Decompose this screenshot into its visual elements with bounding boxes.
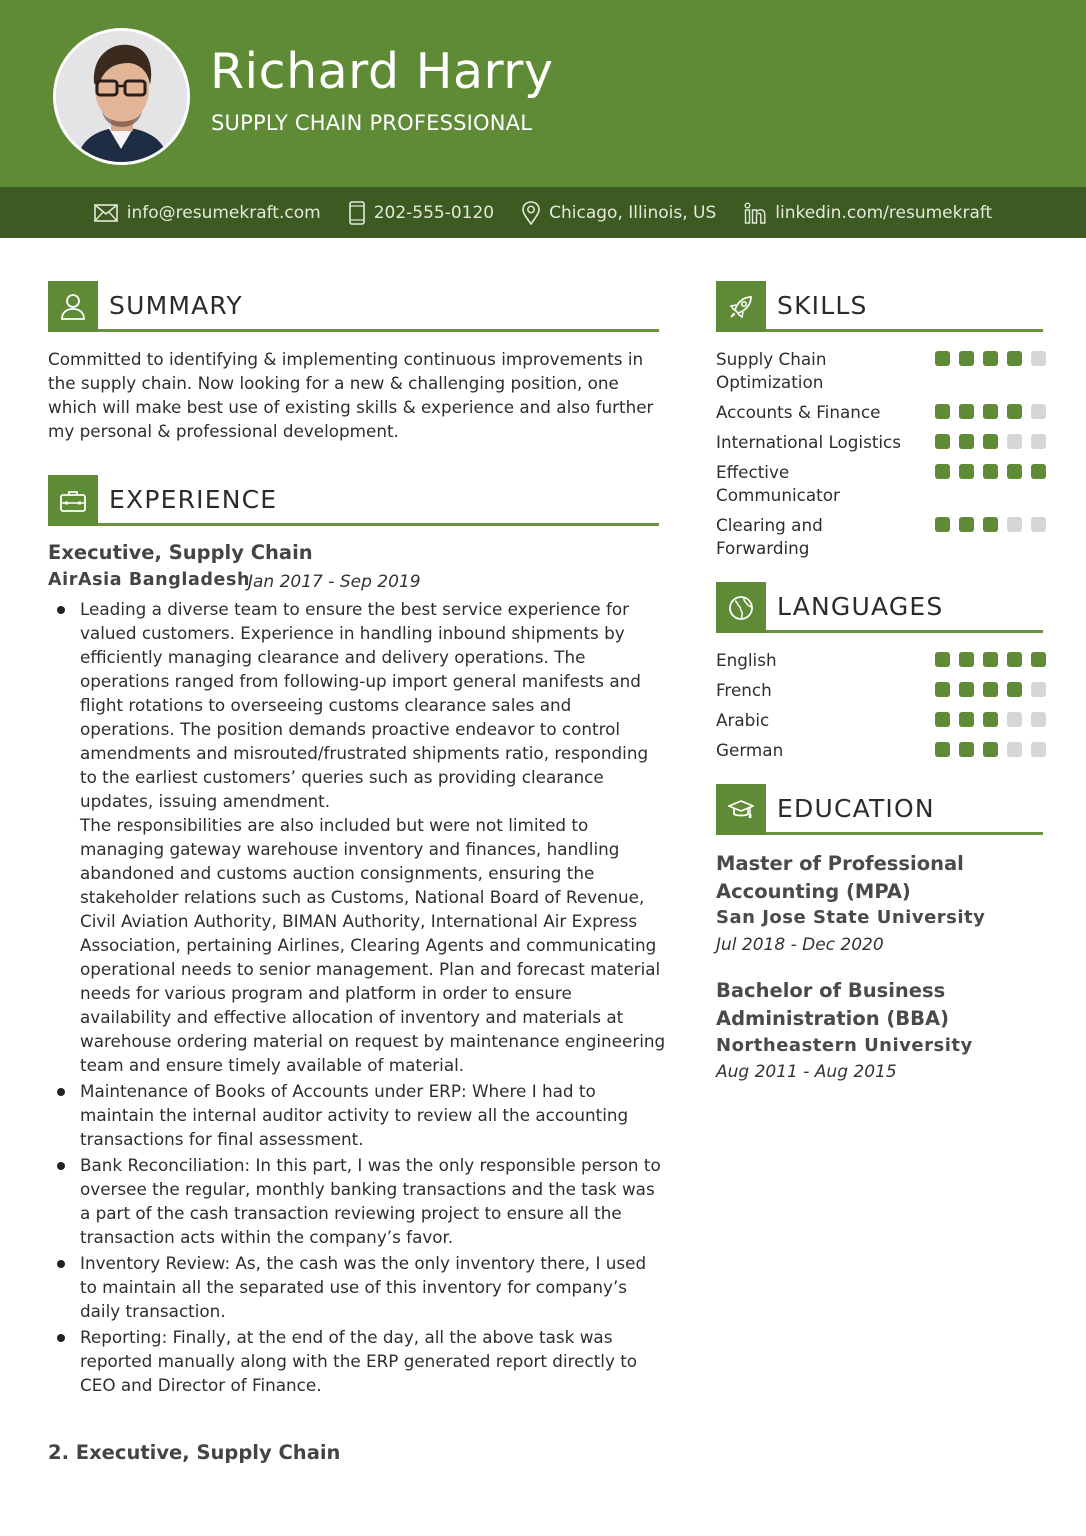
contact-email[interactable]	[94, 203, 321, 223]
skill-label: Supply Chain Optimization	[716, 349, 827, 392]
skill-rating	[935, 461, 1046, 507]
location-text: Chicago, Illinois, US	[549, 202, 717, 223]
job-dates: Jan 2017 - Sep 2019	[248, 572, 421, 592]
responsibility-text: Inventory Review: As, the cash was the only inventory there, I used to maintain all the separated use of this inventory for company’s daily transaction.	[80, 1253, 647, 1321]
language-row	[716, 679, 1046, 702]
skill-label: Clearing and Forwarding	[716, 515, 823, 558]
responsibility-text: Bank Reconciliation: In this part, I was the only responsible person to oversee the regular, monthly banking transactions and the task was a part of the cash transaction reviewing project to ensure all the transaction acts within the company’s favor.	[80, 1155, 661, 1247]
summary-section-header	[48, 281, 659, 332]
resume-header	[0, 0, 1086, 187]
language-rating	[935, 739, 1046, 762]
language-rating	[935, 709, 1046, 732]
education-degree: Master of Professional Accounting (MPA)	[716, 852, 964, 903]
responsibility-item	[48, 1251, 668, 1323]
language-row	[716, 709, 1046, 732]
skills-section-header	[716, 281, 1043, 332]
profile-photo-illustration	[56, 31, 187, 162]
education-section-header	[716, 784, 1043, 835]
skill-row	[716, 401, 1046, 424]
candidate-title: SUPPLY CHAIN PROFESSIONAL	[211, 111, 533, 135]
language-row	[716, 649, 1046, 672]
graduation-cap-icon	[716, 784, 766, 835]
experience-heading: EXPERIENCE	[109, 485, 278, 514]
summary-text: Committed to identifying & implementing continuous improvements in the supply chain. Now looking for a new & challenging position, one which will make best use of existing skills & experience and also further my personal & professional development.	[48, 349, 654, 441]
job-company: AirAsia Bangladesh	[48, 570, 251, 590]
contact-location	[522, 201, 716, 225]
phone-text: 202-555-0120	[373, 202, 495, 223]
languages-heading: LANGUAGES	[777, 592, 944, 621]
skill-label: International Logistics	[716, 432, 902, 452]
skill-row	[716, 514, 1046, 560]
language-label: French	[716, 680, 772, 700]
envelope-icon	[94, 204, 118, 222]
language-rating	[935, 649, 1046, 672]
skill-rating	[935, 431, 1046, 454]
email-text: info@resumekraft.com	[126, 202, 321, 223]
globe-icon	[716, 582, 766, 633]
education-dates: Aug 2011 - Aug 2015	[716, 1062, 897, 1082]
language-row	[716, 739, 1046, 762]
education-school: Northeastern University	[716, 1035, 973, 1056]
job-title-2: 2. Executive, Supply Chain	[48, 1441, 341, 1464]
responsibility-item	[48, 1153, 668, 1249]
skill-row	[716, 348, 1046, 394]
languages-section-header	[716, 582, 1043, 633]
education-degree: Bachelor of Business Administration (BBA)	[716, 979, 950, 1030]
candidate-name: Richard Harry	[210, 43, 554, 100]
responsibility-item	[48, 597, 668, 1077]
responsibility-item	[48, 1079, 668, 1151]
job-title: Executive, Supply Chain	[48, 541, 313, 564]
responsibility-text: Leading a diverse team to ensure the best service experience for valued customers. Experience in handling inbound shipments by efficiently managing clearance and delivery operations. The operations ranged from following-up import general manifests and flight rotations to overseeing customs clearance sales and operations. The position demands proactive endeavor to control amendments and misrouted/frustrated shipments ratio, responding to the earliest customers’ queries such as providing clearance updates, issuing amendment.	[80, 599, 649, 811]
skill-rating	[935, 348, 1046, 394]
education-school: San Jose State University	[716, 907, 986, 928]
skill-row	[716, 461, 1046, 507]
contact-bar	[0, 187, 1086, 238]
profile-photo	[53, 28, 190, 165]
language-label: Arabic	[716, 710, 770, 730]
map-pin-icon	[522, 201, 540, 225]
language-label: German	[716, 740, 784, 760]
rocket-icon	[716, 281, 766, 332]
summary-heading: SUMMARY	[109, 291, 243, 320]
responsibility-text: Maintenance of Books of Accounts under ERP: Where I had to maintain the internal auditor activity to review all the accounting transactions for final assessment.	[80, 1081, 629, 1149]
education-dates: Jul 2018 - Dec 2020	[716, 935, 884, 955]
responsibility-text-continued: The responsibilities are also included but were not limited to managing gateway warehouse inventory and finances, handling abandoned and customs auction consignments, ensuring the stakeholder relations such as Customs, National Board of Revenue, Civil Aviation Authority, BIMAN Authority, International Air Express Association, pertaining Airlines, Clearing Agents and communicating operational needs to senior management. Plan and forecast material needs for various program and platform in order to ensure availability and effective allocation of inventory and materials at warehouse ordering material on request by maintenance engineering team and ensure timely available of material.	[80, 815, 666, 1075]
responsibility-text: Reporting: Finally, at the end of the day, all the above task was reported manually along with the ERP generated report directly to CEO and Director of Finance.	[80, 1327, 638, 1395]
skill-label: Effective Communicator	[716, 462, 840, 505]
education-heading: EDUCATION	[777, 794, 935, 823]
responsibility-item	[48, 1325, 668, 1397]
skills-heading: SKILLS	[777, 291, 868, 320]
contact-phone[interactable]	[349, 201, 494, 225]
language-rating	[935, 679, 1046, 702]
language-label: English	[716, 650, 777, 670]
linkedin-icon	[744, 202, 766, 224]
skill-rating	[935, 514, 1046, 560]
linkedin-text: linkedin.com/resumekraft	[775, 202, 993, 223]
experience-section-header	[48, 475, 659, 526]
briefcase-icon	[48, 475, 98, 526]
user-icon	[48, 281, 98, 332]
skill-rating	[935, 401, 1046, 424]
job-responsibilities-list	[48, 597, 668, 1399]
contact-linkedin[interactable]	[744, 202, 992, 224]
skill-row	[716, 431, 1046, 454]
skill-label: Accounts & Finance	[716, 402, 881, 422]
phone-icon	[349, 201, 365, 225]
